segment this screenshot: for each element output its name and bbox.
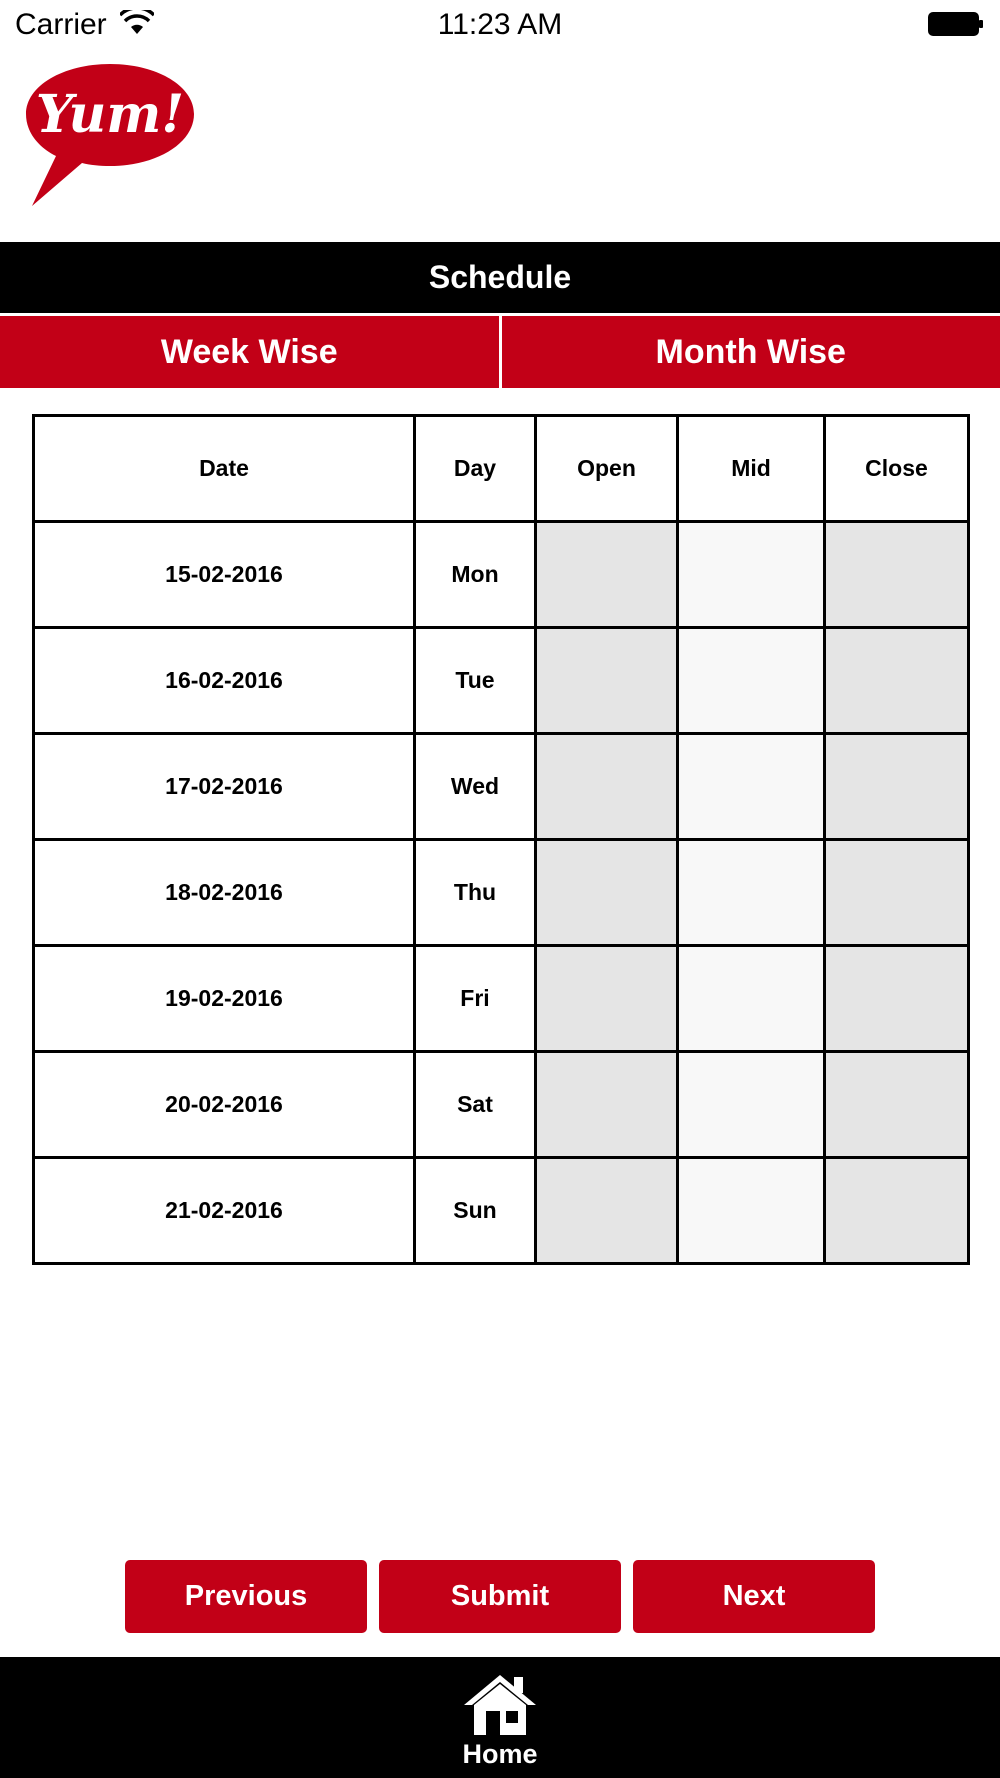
- date-cell: 17-02-2016: [34, 734, 415, 840]
- date-cell: 15-02-2016: [34, 522, 415, 628]
- table-row: [34, 840, 969, 946]
- column-header-close: Close: [825, 416, 969, 522]
- column-header-date: Date: [34, 416, 415, 522]
- column-header-open: Open: [536, 416, 678, 522]
- view-mode-tabs: [0, 316, 1000, 388]
- column-header-mid: Mid: [678, 416, 825, 522]
- table-row: [34, 522, 969, 628]
- date-cell: 21-02-2016: [34, 1158, 415, 1264]
- mid-shift-cell[interactable]: [678, 522, 825, 628]
- mid-shift-cell[interactable]: [678, 840, 825, 946]
- previous-button[interactable]: Previous: [125, 1560, 367, 1633]
- day-cell: Wed: [415, 734, 536, 840]
- day-cell: Sun: [415, 1158, 536, 1264]
- close-shift-cell[interactable]: [825, 734, 969, 840]
- close-shift-cell[interactable]: [825, 1052, 969, 1158]
- column-header-day: Day: [415, 416, 536, 522]
- day-cell: Sat: [415, 1052, 536, 1158]
- open-shift-cell[interactable]: [536, 628, 678, 734]
- date-cell: 20-02-2016: [34, 1052, 415, 1158]
- open-shift-cell[interactable]: [536, 946, 678, 1052]
- open-shift-cell[interactable]: [536, 522, 678, 628]
- mid-shift-cell[interactable]: [678, 1052, 825, 1158]
- schedule-table: [32, 414, 970, 1265]
- date-cell: 16-02-2016: [34, 628, 415, 734]
- day-cell: Fri: [415, 946, 536, 1052]
- table-row: [34, 734, 969, 840]
- table-row: [34, 1052, 969, 1158]
- battery-icon: [928, 12, 984, 36]
- logo-text: Yum!: [35, 84, 185, 145]
- table-header-row: [34, 416, 969, 522]
- close-shift-cell[interactable]: [825, 522, 969, 628]
- mid-shift-cell[interactable]: [678, 734, 825, 840]
- clock-time: 11:23 AM: [437, 8, 563, 41]
- mid-shift-cell[interactable]: [678, 628, 825, 734]
- home-button[interactable]: [430, 1657, 570, 1778]
- close-shift-cell[interactable]: [825, 628, 969, 734]
- close-shift-cell[interactable]: [825, 946, 969, 1052]
- table-row: [34, 1158, 969, 1264]
- tab-week-wise[interactable]: Week Wise: [0, 316, 499, 388]
- date-cell: 19-02-2016: [34, 946, 415, 1052]
- next-button[interactable]: Next: [633, 1560, 875, 1633]
- bottom-nav-bar: [0, 1657, 1000, 1778]
- carrier-label: Carrier: [15, 8, 107, 41]
- close-shift-cell[interactable]: [825, 840, 969, 946]
- day-cell: Mon: [415, 522, 536, 628]
- open-shift-cell[interactable]: [536, 1158, 678, 1264]
- action-buttons: [125, 1560, 875, 1633]
- open-shift-cell[interactable]: [536, 840, 678, 946]
- day-cell: Thu: [415, 840, 536, 946]
- home-icon: [460, 1671, 540, 1737]
- status-bar: [0, 0, 1000, 50]
- submit-button[interactable]: Submit: [379, 1560, 621, 1633]
- tab-month-wise[interactable]: Month Wise: [499, 316, 1000, 388]
- mid-shift-cell[interactable]: [678, 1158, 825, 1264]
- close-shift-cell[interactable]: [825, 1158, 969, 1264]
- yum-logo: [22, 58, 198, 208]
- day-cell: Tue: [415, 628, 536, 734]
- home-label: Home: [462, 1739, 538, 1769]
- date-cell: 18-02-2016: [34, 840, 415, 946]
- open-shift-cell[interactable]: [536, 734, 678, 840]
- page-title-bar: [0, 242, 1000, 313]
- open-shift-cell[interactable]: [536, 1052, 678, 1158]
- page-title: Schedule: [428, 259, 572, 295]
- table-row: [34, 628, 969, 734]
- table-row: [34, 946, 969, 1052]
- mid-shift-cell[interactable]: [678, 946, 825, 1052]
